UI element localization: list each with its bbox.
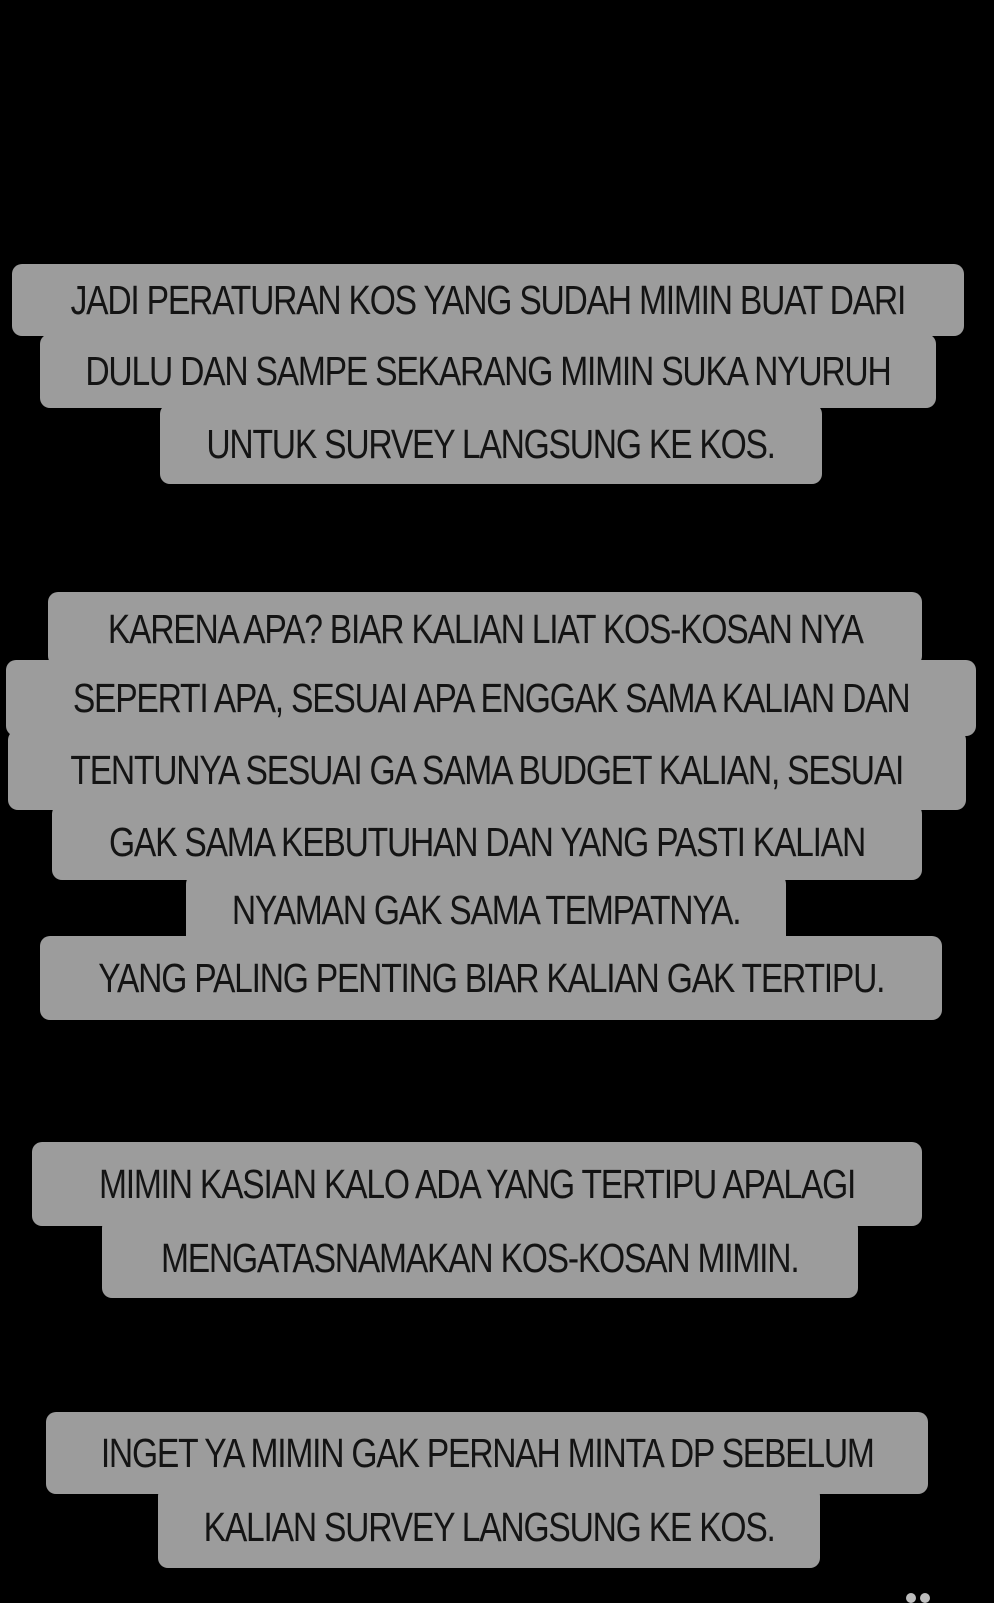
caption-line: INGET YA MIMIN GAK PERNAH MINTA DP SEBELUM (46, 1412, 928, 1494)
caption-line: DULU DAN SAMPE SEKARANG MIMIN SUKA NYURUH (40, 334, 936, 408)
caption-line: KALIAN SURVEY LANGSUNG KE KOS. (158, 1486, 820, 1568)
caption-line: YANG PALING PENTING BIAR KALIAN GAK TERTIPU. (40, 936, 942, 1020)
caption-line: JADI PERATURAN KOS YANG SUDAH MIMIN BUAT DARI (12, 264, 964, 336)
caption-line: NYAMAN GAK SAMA TEMPATNYA. (186, 874, 786, 946)
caption-line: TENTUNYA SESUAI GA SAMA BUDGET KALIAN, SESUAI (8, 730, 966, 810)
caption-line: UNTUK SURVEY LANGSUNG KE KOS. (160, 404, 822, 484)
caption-line: MIMIN KASIAN KALO ADA YANG TERTIPU APALAGI (32, 1142, 922, 1226)
caption-line: SEPERTI APA, SESUAI APA ENGGAK SAMA KALIAN DAN (6, 660, 976, 736)
caption-line: GAK SAMA KEBUTUHAN DAN YANG PASTI KALIAN (52, 804, 922, 880)
caption-line: MENGATASNAMAKAN KOS-KOSAN MIMIN. (102, 1218, 858, 1298)
caption-line: KARENA APA? BIAR KALIAN LIAT KOS-KOSAN NYA (48, 592, 922, 666)
more-dots-icon (902, 1591, 942, 1599)
